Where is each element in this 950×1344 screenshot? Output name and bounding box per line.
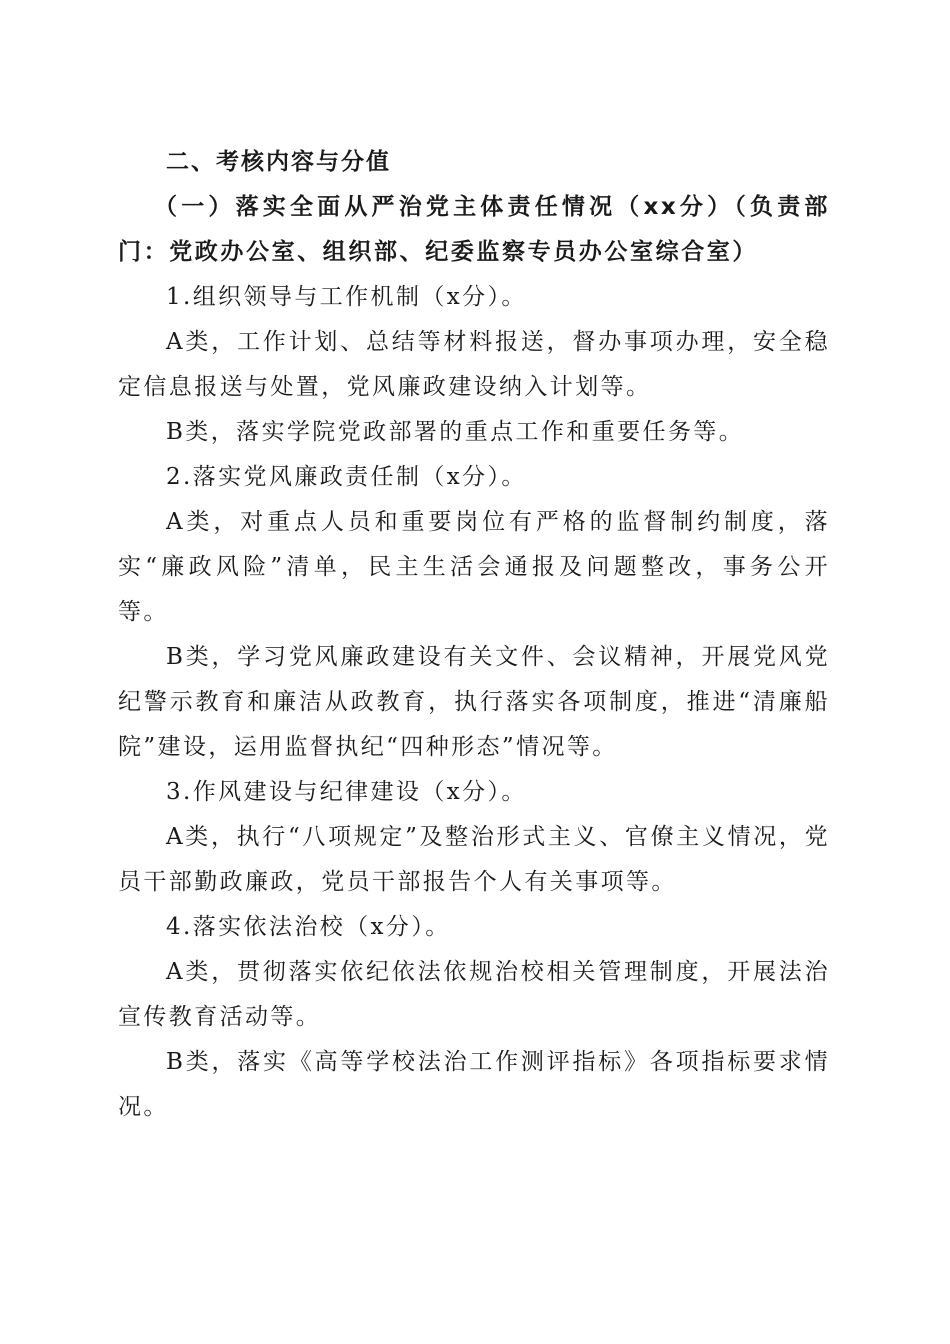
item-paragraph: B类，学习党风廉政建设有关文件、会议精神，开展党风党纪警示教育和廉洁从政教育，执行落实各项制度，推进“清廉船院”建设，运用监督执纪“四种形态”情况等。 (118, 644, 830, 760)
item-paragraph: A类，执行“八项规定”及整治形式主义、官僚主义情况，党员干部勤政廉政，党员干部报告个人有关事项等。 (118, 824, 830, 895)
item-paragraph: A类，对重点人员和重要岗位有严格的监督制约制度，落实“廉政风险”清单，民主生活会通报及问题整改，事务公开等。 (118, 509, 830, 625)
item-paragraph: A类，贯彻落实依纪依法依规治校相关管理制度，开展法治宣传教育活动等。 (118, 959, 830, 1030)
item-paragraph: B类，落实学院党政部署的重点工作和重要任务等。 (166, 419, 745, 445)
item-title: 4.落实依法治校（x分）。 (166, 914, 451, 940)
item-title: 2.落实党风廉政责任制（x分）。 (166, 464, 527, 490)
item-paragraph: B类，落实《高等学校法治工作测评指标》各项指标要求情况。 (118, 1049, 830, 1120)
item-title: 1.组织领导与工作机制（x分）。 (166, 284, 527, 310)
item-paragraph: A类，工作计划、总结等材料报送，督办事项办理，安全稳定信息报送与处置，党风廉政建设纳入计划等。 (118, 329, 830, 400)
item-title: 3.作风建设与纪律建设（x分）。 (166, 779, 527, 805)
subsection-heading: （一）落实全面从严治党主体责任情况（xx分）（负责部门：党政办公室、组织部、纪委监察专员办公室综合室） (118, 194, 830, 265)
document-body (118, 140, 830, 1130)
section-heading: 二、考核内容与分值 (166, 149, 391, 175)
